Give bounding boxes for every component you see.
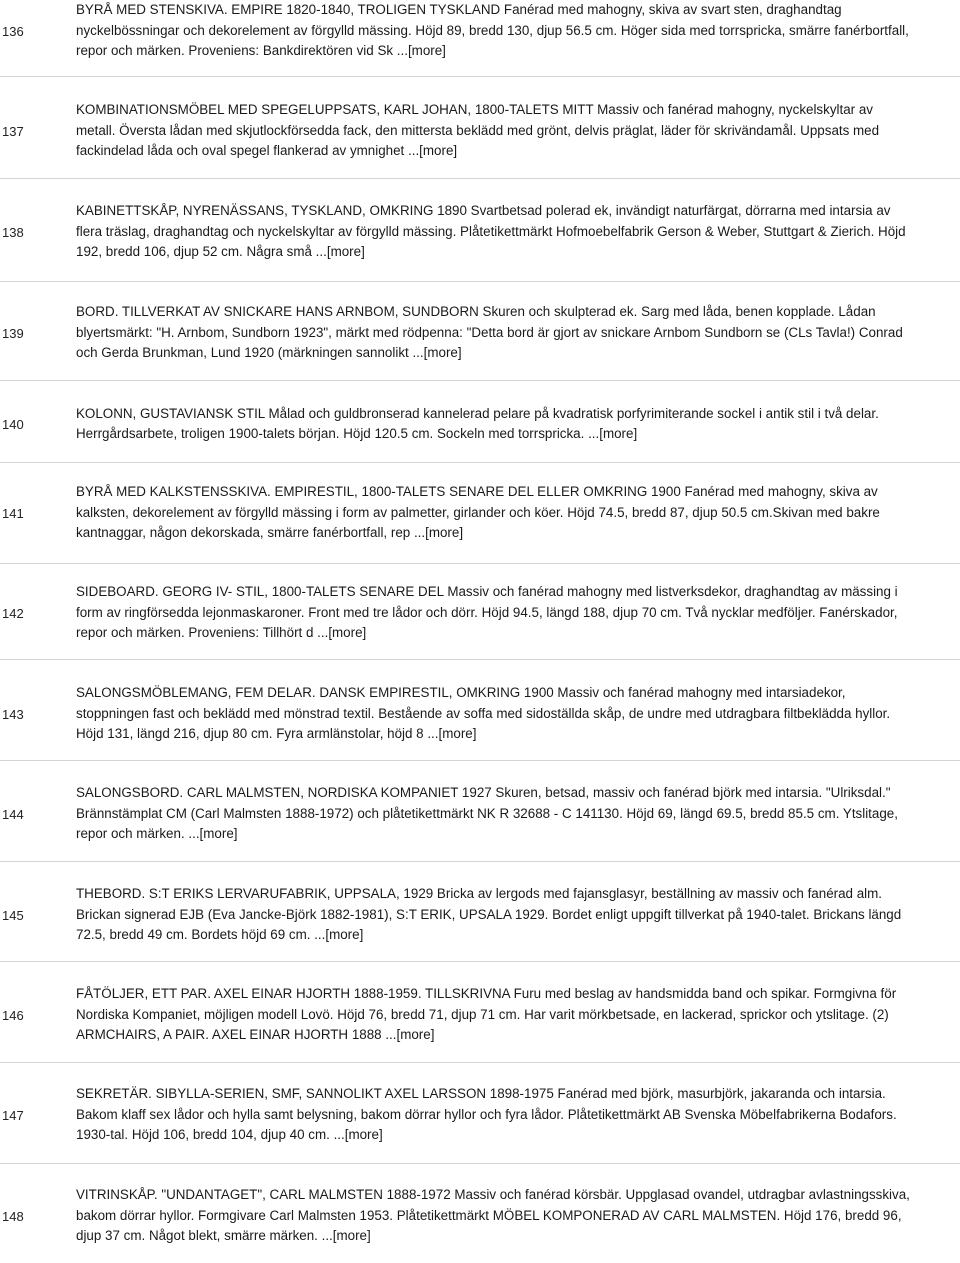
lot-divider [0, 563, 960, 564]
lot-description [76, 201, 910, 263]
lot-number: 139 [2, 325, 24, 341]
lot-description [76, 404, 910, 445]
lot-description [76, 1185, 910, 1247]
lot-divider [0, 659, 960, 660]
lot-description-text: SALONGSBORD. CARL MALMSTEN, NORDISKA KOMPANIET 1927 Skuren, betsad, massiv och fanérad björk med intarsia. "Ulriksdal." Brännstämplat CM (Carl Malmsten 1888-1972) och plåtetikettmärkt NK R 32688 - C 141130. Höjd 69, längd 69.5, bredd 85.5 cm. Ytslitage, repor och märken. ... [76, 785, 898, 842]
lot-description-text: KABINETTSKÅP, NYRENÄSSANS, TYSKLAND, OMKRING 1890 Svartbetsad polerad ek, invändigt naturfärgat, dörrarna med intarsia av flera träslag, draghandtag och nyckelskyltar av förgylld mässing. Plåtetikettmärkt Hofmoebelfabrik Gerson & Weber, Stuttgart & Zierich. Höjd 192, bredd 106, djup 52 cm. Några små ... [76, 203, 906, 260]
lot-description [76, 482, 910, 544]
lot-divider [0, 462, 960, 463]
lot-number: 144 [2, 806, 24, 822]
lot-description-text: SEKRETÄR. SIBYLLA-SERIEN, SMF, SANNOLIKT AXEL LARSSON 1898-1975 Fanérad med björk, masurbjörk, jakaranda och intarsia. Bakom klaff sex lådor och hylla samt belysning, bakom dörrar hyllor och fyra lådor. Plåtetikettmärkt AB Svenska Möbelfabrikerna Bodafors. 1930-tal. Höjd 106, bredd 104, djup 40 cm. ... [76, 1086, 897, 1143]
lot-description-text: BYRÅ MED KALKSTENSSKIVA. EMPIRESTIL, 1800-TALETS SENARE DEL ELLER OMKRING 1900 Fanérad med mahogny, skiva av kalksten, dekorelement av förgylld mässing i form av palmetter, girlander och köer. Höjd 74.5, bredd 87, djup 50.5 cm.Skivan med bakre kantnaggar, någon dekorskada, smärre fanérbortfall, rep ... [76, 484, 880, 541]
lot-description [76, 1084, 910, 1146]
lot-divider [0, 1062, 960, 1063]
more-link[interactable]: [more] [438, 726, 477, 742]
more-link[interactable]: [more] [419, 143, 458, 159]
more-link[interactable]: [more] [599, 426, 638, 441]
lot-description [76, 302, 910, 364]
more-link[interactable]: [more] [344, 1127, 383, 1143]
lot-description-text: THEBORD. S:T ERIKS LERVARUFABRIK, UPPSALA, 1929 Bricka av lergods med fajansglasyr, beställning av massiv och fanérad alm. Brickan signerad EJB (Eva Jancke-Björk 1882-1981), S:T ERIK, UPSALA 1929. Bordet enligt uppgift tillverkat på 1940-talet. Brickans längd 72.5, bredd 49 cm. Bordets höjd 69 cm. ... [76, 886, 902, 943]
lot-divider [0, 178, 960, 179]
lot-number: 146 [2, 1007, 24, 1023]
lot-description [76, 0, 910, 62]
lot-number: 136 [2, 23, 24, 39]
lot-row-144 [0, 780, 960, 848]
lot-number: 145 [2, 907, 24, 923]
lot-row-145 [0, 881, 960, 949]
lot-row-142 [0, 579, 960, 647]
lot-divider [0, 76, 960, 77]
lot-row-141 [0, 479, 960, 547]
lot-row-148 [0, 1182, 960, 1250]
lot-description-text: FÅTÖLJER, ETT PAR. AXEL EINAR HJORTH 1888-1959. TILLSKRIVNA Furu med beslag av handsmidda band och spikar. Formgivna för Nordiska Kompaniet, möjligen modell Lovö. Höjd 76, bredd 71, djup 71 cm. Har varit mörkbetsade, en lackerad, sprickor och ytslitage. (2) ARMCHAIRS, A PAIR. AXEL EINAR HJORTH 1888 ... [76, 986, 897, 1043]
lot-number: 147 [2, 1107, 24, 1123]
lot-description-text: BYRÅ MED STENSKIVA. EMPIRE 1820-1840, TROLIGEN TYSKLAND Fanérad med mahogny, skiva av svart sten, draghandtag nyckelbössningar och dekorelement av förgylld mässing. Höjd 89, bredd 130, djup 56.5 cm. Höger sida med torrspricka, smärre fanérbortfall, repor och märken. Proveniens: Bankdirektören vid Sk ... [76, 2, 909, 59]
more-link[interactable]: [more] [396, 1027, 435, 1043]
lot-description-text: BORD. TILLVERKAT AV SNICKARE HANS ARNBOM, SUNDBORN Skuren och skulpterad ek. Sarg med låda, benen kopplade. Lådan blyertsmärkt: "H. Arnbom, Sundborn 1923", märkt med rödpenna: "Detta bord är gjort av snickare Arnbom Sundborn se (CLs Tavla!) Conrad och Gerda Brunkman, Lund 1920 (märkningen sannolikt ... [76, 304, 903, 361]
lot-description [76, 100, 910, 162]
more-link[interactable]: [more] [407, 43, 446, 59]
lot-description-text: KOLONN, GUSTAVIANSK STIL Målad och guldbronserad kannelerad pelare på kvadratisk porfyrimiterande sockel i antik stil i två delar. Herrgårdsarbete, troligen 1900-talets början. Höjd 120.5 cm. Sockeln med torrspricka. ... [76, 405, 879, 441]
lot-row-146 [0, 981, 960, 1049]
lot-description [76, 683, 910, 745]
lot-description [76, 884, 910, 946]
more-link[interactable]: [more] [423, 345, 462, 361]
lot-row-147 [0, 1081, 960, 1149]
lot-description-text: SALONGSMÖBLEMANG, FEM DELAR. DANSK EMPIRESTIL, OMKRING 1900 Massiv och fanérad mahogny med intarsiadekor, stoppningen fast och beklädd med mönstrad textil. Bestående av soffa med sidoställda skåp, de undre med utdragbara filtbeklädda hyllor. Höjd 131, längd 216, djup 80 cm. Fyra armlänstolar, höjd 8 ... [76, 685, 891, 742]
lot-description-text: KOMBINATIONSMÖBEL MED SPEGELUPPSATS, KARL JOHAN, 1800-TALETS MITT Massiv och fanérad mahogny, nyckelskyltar av metall. Översta lådan med skjutlockförsedda fack, den mittersta beklädd med grönt, delvis präglat, läder för skrivändamål. Uppsats med fackindelad låda och oval spegel flankerad av ymnighet ... [76, 102, 880, 159]
lot-description [76, 783, 910, 845]
more-link[interactable]: [more] [199, 826, 238, 842]
lot-number: 137 [2, 123, 24, 139]
lot-number: 142 [2, 605, 24, 621]
lot-divider [0, 281, 960, 282]
lot-number: 148 [2, 1208, 24, 1224]
lot-number: 143 [2, 706, 24, 722]
lot-divider [0, 380, 960, 381]
more-link[interactable]: [more] [328, 625, 367, 641]
lot-row-140 [0, 400, 960, 448]
lot-row-136 [0, 0, 960, 65]
lot-description [76, 984, 910, 1046]
lot-description [76, 582, 910, 644]
lot-description-text: VITRINSKÅP. "UNDANTAGET", CARL MALMSTEN 1888-1972 Massiv och fanérad körsbär. Uppglasad ovandel, utdragbar avlastningsskiva, bakom dörrar hyllor. Formgivare Carl Malmsten 1953. Plåtetikettmärkt MÖBEL KOMPONERAD AV CARL MALMSTEN. Höjd 176, bredd 96, djup 37 cm. Något blekt, smärre märken. ... [76, 1187, 910, 1244]
lot-row-138 [0, 198, 960, 266]
lot-divider [0, 861, 960, 862]
lot-description-text: SIDEBOARD. GEORG IV- STIL, 1800-TALETS SENARE DEL Massiv och fanérad mahogny med listverksdekor, draghandtag av mässing i form av ringförsedda lejonmaskaroner. Front med tre lådor och dörr. Höjd 94.5, längd 188, djup 70 cm. Två nycklar medföljer. Fanérskador, repor och märken. Proveniens: Tillhört d ... [76, 584, 898, 641]
more-link[interactable]: [more] [326, 244, 365, 260]
lot-row-143 [0, 680, 960, 748]
lot-divider [0, 1163, 960, 1164]
more-link[interactable]: [more] [425, 525, 464, 541]
lot-row-139 [0, 299, 960, 367]
more-link[interactable]: [more] [325, 927, 364, 943]
lot-divider [0, 961, 960, 962]
lot-divider [0, 760, 960, 761]
lot-row-137 [0, 97, 960, 165]
more-link[interactable]: [more] [332, 1228, 371, 1244]
lot-number: 141 [2, 505, 24, 521]
lot-number: 140 [2, 416, 24, 432]
lot-number: 138 [2, 224, 24, 240]
